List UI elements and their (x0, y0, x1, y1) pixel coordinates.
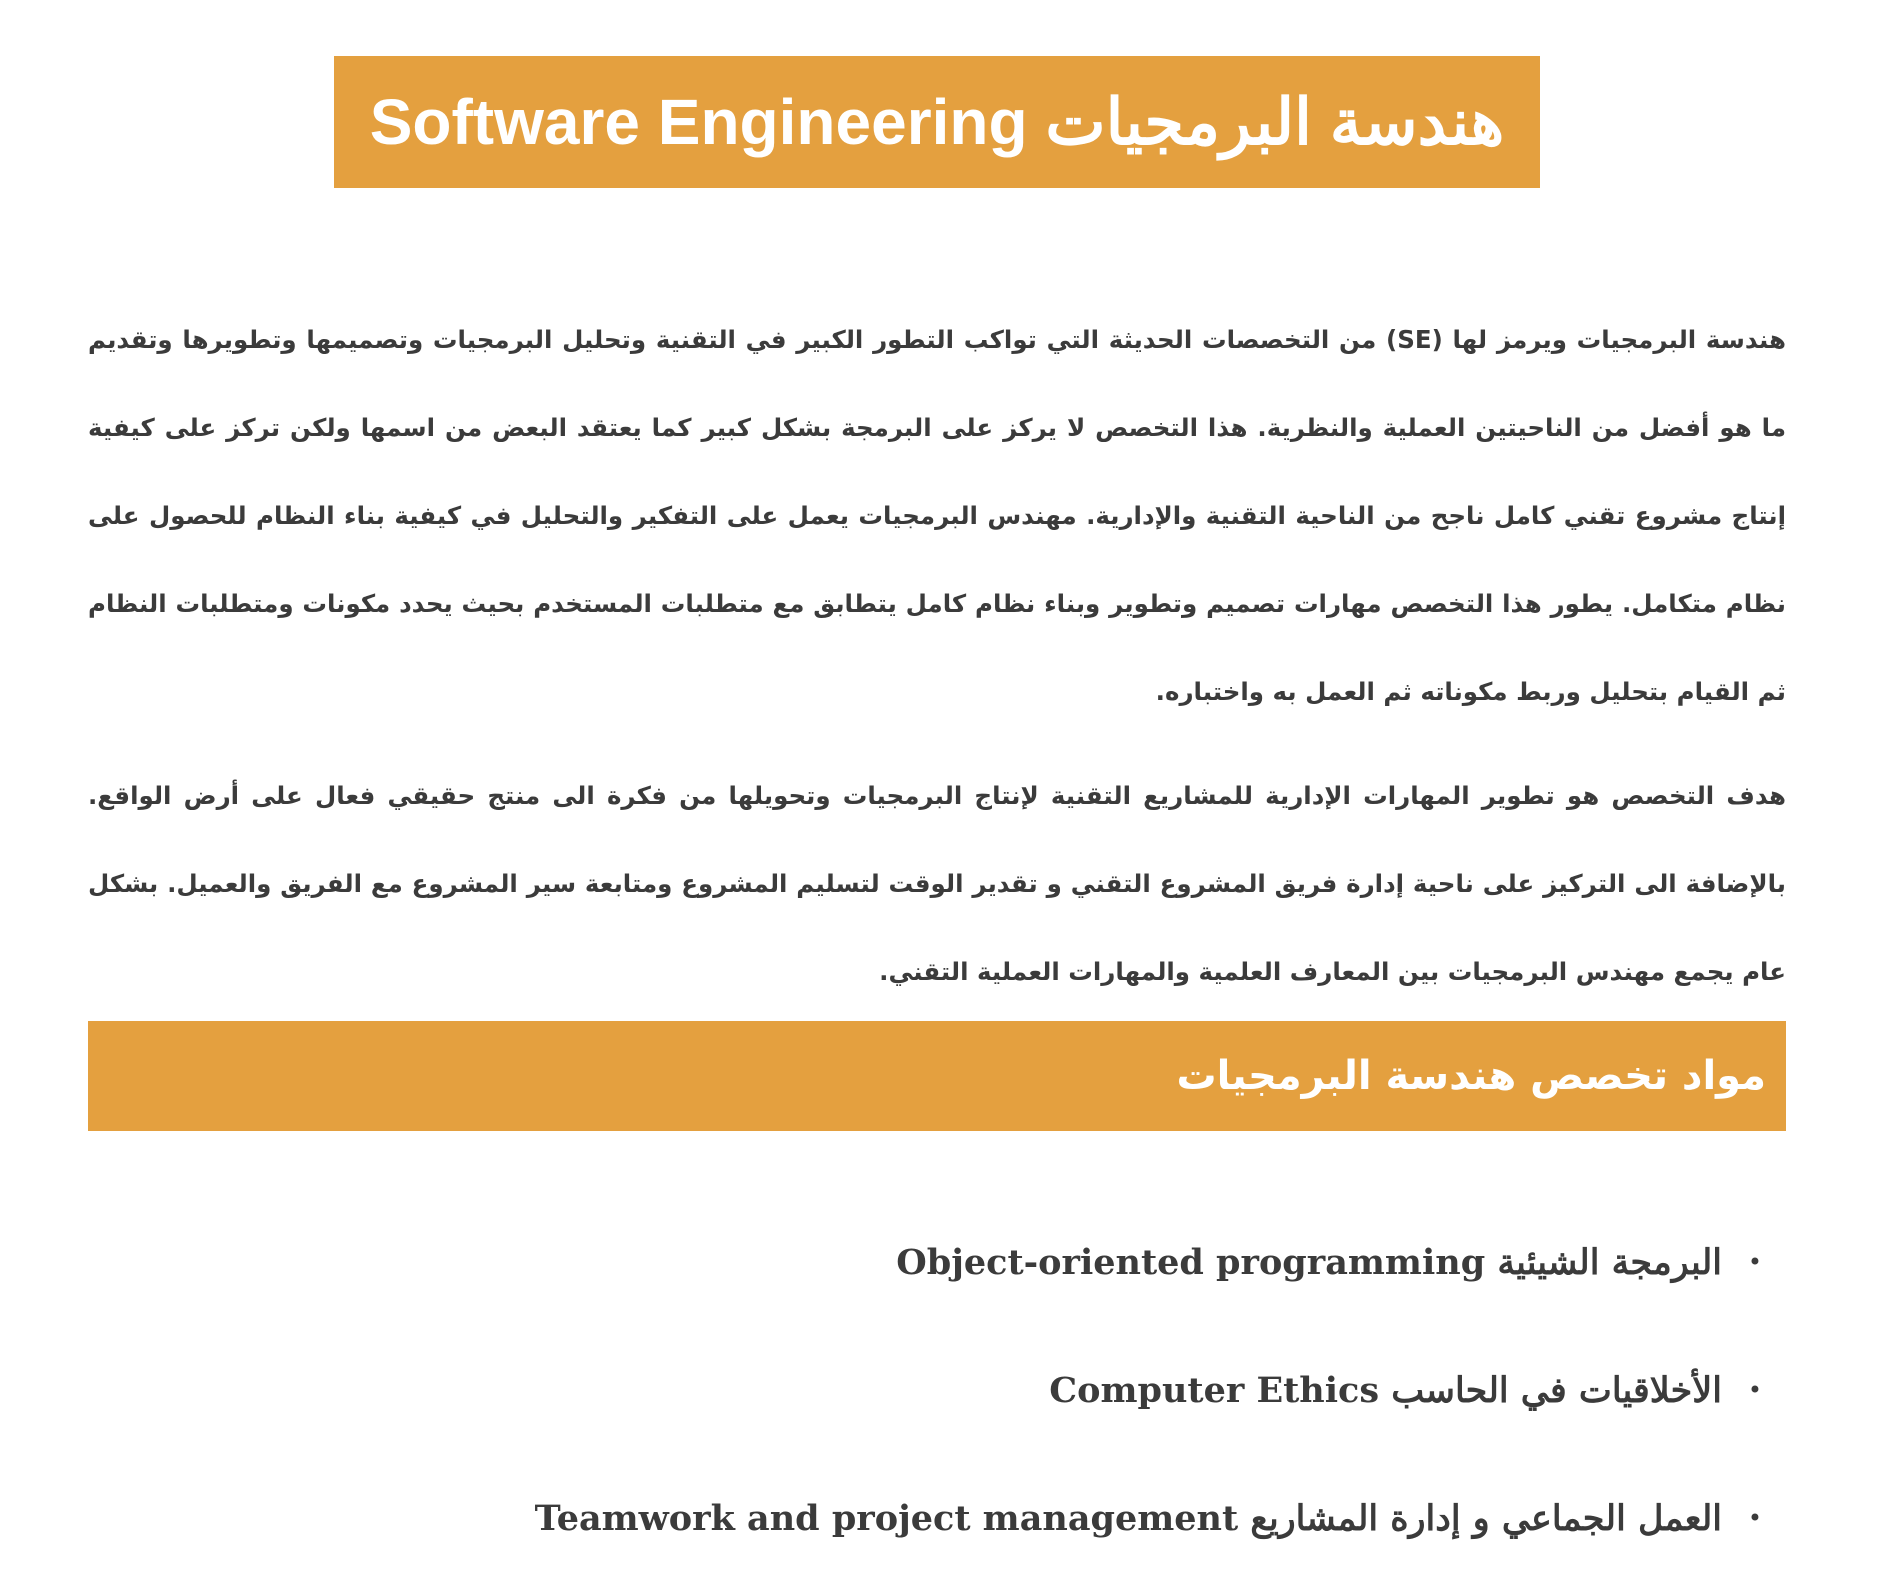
subjects-list (88, 1198, 1786, 1582)
goal-paragraph: هدف التخصص هو تطوير المهارات الإدارية للمشاريع التقنية لإنتاج البرمجيات وتحويلها من فكرة الى منتج حقيقي فعال على أرض الواقع. بالإضافة الى التركيز على ناحية إدارة فريق المشروع التقني و تقدير الوقت لتسليم المشروع ومتابعة سير المشروع مع الفريق والعميل. بشكل عام يجمع مهندس البرمجيات بين المعارف العلمية والمهارات العملية التقني. (88, 781, 1786, 986)
section-heading: مواد تخصص هندسة البرمجيات (1176, 1053, 1766, 1099)
title-banner (334, 56, 1540, 188)
list-item (88, 1454, 1786, 1582)
subjects-section-banner (88, 1021, 1786, 1131)
bullet-icon: • (1747, 1248, 1763, 1276)
subject-oop: Object-oriented programming البرمجة الشيئية (896, 1241, 1722, 1283)
page-title: هندسة البرمجيات Software Engineering (369, 85, 1505, 158)
bullet-icon: • (1747, 1504, 1763, 1532)
list-item (88, 1326, 1786, 1454)
bullet-icon: • (1747, 1376, 1763, 1404)
subject-teamwork: Teamwork and project management العمل الجماعي و إدارة المشاريع (534, 1497, 1722, 1539)
intro-paragraph: هندسة البرمجيات ويرمز لها (SE) من التخصصات الحديثة التي تواكب التطور الكبير في التقنية وتحليل البرمجيات وتصميمها وتطويرها وتقديم ما هو أفضل من الناحيتين العملية والنظرية. هذا التخصص لا يركز على البرمجة بشكل كبير كما يعتقد البعض من اسمها ولكن تركز على كيفية إنتاج مشروع تقني كامل ناجح من الناحية التقنية والإدارية. مهندس البرمجيات يعمل على التفكير والتحليل في كيفية بناء النظام للحصول على نظام متكامل. يطور هذا التخصص مهارات تصميم وتطوير وبناء نظام كامل يتطابق مع متطلبات المستخدم بحيث يحدد مكونات ومتطلبات النظام ثم القيام بتحليل وربط مكوناته ثم العمل به واختباره. (88, 325, 1786, 706)
subject-ethics: Computer Ethics الأخلاقيات في الحاسب (1049, 1369, 1722, 1411)
list-item (88, 1198, 1786, 1326)
